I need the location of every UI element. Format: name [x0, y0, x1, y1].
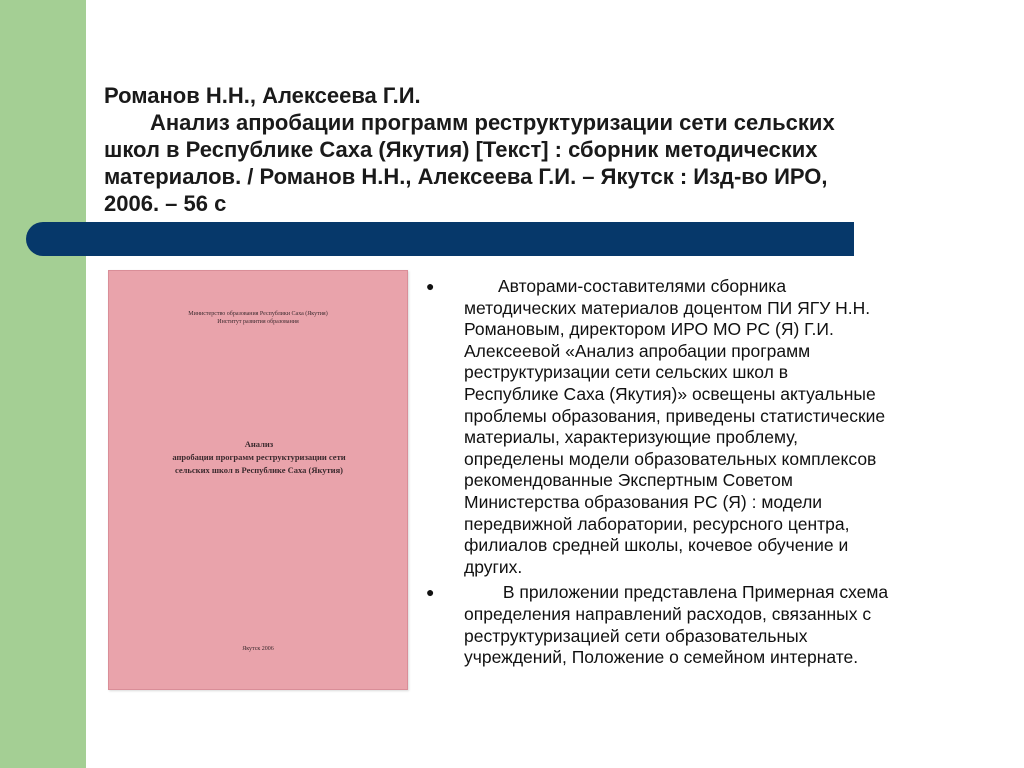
bullet-line: определены модели образовательных комплексов — [464, 448, 877, 469]
cover-city-year: Якутск 2006 — [242, 646, 274, 652]
title-line-1: Анализ апробации программ реструктуризации сети сельских — [150, 110, 835, 135]
bullet-line: Республике Саха (Якутия)» освещены актуальные — [464, 383, 876, 404]
cover-publisher-line: Институт развития образования — [217, 319, 299, 325]
bullet-line: В приложении представлена Примерная схема — [498, 582, 889, 603]
bullet-line: Авторами-составителями сборника — [498, 276, 787, 296]
title-line-4: 2006. – 56 с — [104, 191, 227, 216]
cover-title-line: апробации программ реструктуризации сети — [172, 452, 346, 462]
book-cover-image — [108, 270, 408, 690]
bullet-line: других. — [464, 556, 523, 577]
cover-title-line: Анализ — [244, 439, 274, 449]
bullet-line: Министерства образования РС (Я) : модели — [464, 491, 823, 512]
bullet-line: Романовым, директором ИРО МО РС (Я) Г.И. — [464, 319, 834, 340]
bullet-line: рекомендованные Экспертным Советом — [464, 470, 793, 491]
cover-title-line: сельских школ в Республике Саха (Якутия) — [174, 465, 344, 475]
bullet-line: определения направлений расходов, связанных с — [464, 603, 872, 624]
bullet-line: филиалов средней школы, кочевое обучение и — [464, 535, 849, 556]
bullet-line: передвижной лаборатории, ресурсного центра, — [464, 513, 850, 534]
cover-publisher — [148, 310, 368, 326]
bullet-icon: ● — [426, 278, 435, 294]
slide-title — [104, 82, 974, 217]
divider-bar — [26, 222, 854, 256]
cover-title — [124, 438, 394, 477]
title-line-2: школ в Республике Саха (Якутия) [Текст] : сборник методических — [104, 137, 818, 162]
bullet-line: проблемы образования, приведены статистические — [464, 405, 886, 426]
bullet-line: методических материалов доцентом ПИ ЯГУ Н.Н. — [464, 297, 871, 318]
bullet-list — [426, 276, 1016, 673]
bullet-line: реструктуризацией сети образовательных — [464, 625, 808, 646]
bullet-line: учреждений, Положение о семейном интернате. — [464, 647, 859, 668]
bullet-line: Алексеевой «Анализ апробации программ — [464, 340, 811, 361]
bullet-line: реструктуризации сети сельских школ в — [464, 362, 789, 383]
bullet-item — [426, 276, 1016, 578]
bullet-item — [426, 582, 1016, 668]
cover-publisher-line: Министерство образования Республики Саха (Якутия) — [188, 311, 328, 317]
title-authors: Романов Н.Н., Алексеева Г.И. — [104, 83, 421, 108]
bullet-line: материалы, характеризующие проблему, — [464, 427, 799, 448]
bullet-icon: ● — [426, 584, 435, 601]
title-line-3: материалов. / Романов Н.Н., Алексеева Г.И. – Якутск : Изд-во ИРО, — [104, 164, 828, 189]
